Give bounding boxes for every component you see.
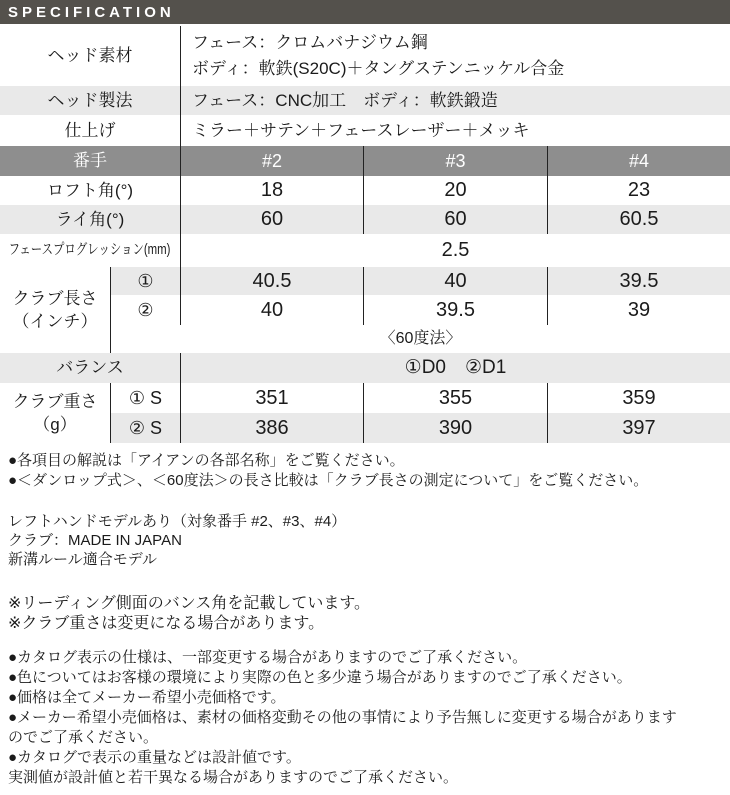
column-header-4: #4 <box>547 146 730 176</box>
info-line: クラブ：MADE IN JAPAN <box>8 532 182 549</box>
loft-value-4: 23 <box>547 176 730 205</box>
club-weight-row1-value-3: 355 <box>363 383 547 413</box>
finish-label: 仕上げ <box>64 120 116 140</box>
balance-value: ①D0 ②D1 <box>180 353 730 383</box>
column-header-3: #3 <box>363 146 547 176</box>
head-construction-value: フェース：CNC加工 ボディ：軟鉄鍛造 <box>180 86 730 115</box>
club-weight-label: クラブ重さ （g） <box>12 392 98 434</box>
disclaimer-line: のでご了承ください。 <box>8 729 159 746</box>
club-weight-row1-value-4: 359 <box>547 383 730 413</box>
club-length-method-note: 〈60度法〉 <box>110 325 730 353</box>
face-progression-value: 2.5 <box>180 234 730 267</box>
head-material-value <box>180 26 730 86</box>
club-length-row2-value-4: 39 <box>547 295 730 325</box>
spec-table <box>0 26 730 443</box>
club-length-row2-value-3: 39.5 <box>363 295 547 325</box>
club-length-row2-mark: ② <box>110 295 180 325</box>
head-construction-label: ヘッド製法 <box>0 86 180 115</box>
lie-value-3: 60 <box>363 205 547 234</box>
club-weight-row2-value-4: 397 <box>547 413 730 443</box>
disclaimer-line: ●カタログ表示の仕様は、一部変更する場合がありますのでご了承ください。 <box>8 649 528 666</box>
info-line: 新溝ルール適合モデル <box>8 551 157 568</box>
club-number-label: 番手 <box>0 146 180 176</box>
lie-value-4: 60.5 <box>547 205 730 234</box>
face-progression-label: フェースプログレッション(mm) <box>9 241 171 259</box>
specification-header-bar <box>0 0 730 24</box>
finish-value: ミラー＋サテン＋フェースレーザー＋メッキ <box>180 115 730 146</box>
club-length-row1-mark: ① <box>110 267 180 295</box>
note-line: ●＜ダンロップ式＞、＜60度法＞の長さ比較は「クラブ長さの測定について」をご覧ください。 <box>8 472 649 489</box>
caution-notes <box>0 594 730 634</box>
disclaimer-line: ●メーカー希望小売価格は、素材の価格変動その他の事情により予告無しに変更する場合があります <box>8 709 677 726</box>
note-line: ●各項目の解説は「アイアンの各部名称」をご覧ください。 <box>8 452 405 469</box>
club-weight-row1-value-2: 351 <box>180 383 363 413</box>
balance-label: バランス <box>0 353 180 383</box>
disclaimer-line: ●カタログで表示の重量などは設計値です。 <box>8 749 301 766</box>
club-weight-row1-mark: ① S <box>110 383 180 413</box>
disclaimer-line: ●価格は全てメーカー希望小売価格です。 <box>8 689 286 706</box>
club-length-label: クラブ長さ （インチ） <box>12 289 98 331</box>
loft-label: ロフト角(°) <box>46 180 134 200</box>
loft-value-3: 20 <box>363 176 547 205</box>
disclaimer-line: 実測値が設計値と若干異なる場合がありますのでご了承ください。 <box>8 769 459 786</box>
reference-notes <box>0 451 730 491</box>
loft-value-2: 18 <box>180 176 363 205</box>
caution-line: ※クラブ重さは変更になる場合があります。 <box>8 615 325 632</box>
club-length-row1-value-4: 39.5 <box>547 267 730 295</box>
disclaimer-line: ●色についてはお客様の環境により実際の色と多少違う場合がありますのでご了承ください。 <box>8 669 632 686</box>
disclaimer-notes <box>0 648 730 788</box>
head-material-label: ヘッド素材 <box>47 46 133 66</box>
club-length-row1-value-2: 40.5 <box>180 267 363 295</box>
info-line: レフトハンドモデルあり（対象番手 #2、#3、#4） <box>8 513 347 530</box>
product-info <box>0 512 730 569</box>
club-length-row2-value-2: 40 <box>180 295 363 325</box>
club-weight-row2-mark: ② S <box>110 413 180 443</box>
lie-label: ライ角(°) <box>0 205 180 234</box>
specification-title: SPECIFICATION <box>8 3 175 21</box>
caution-line: ※リーディング側面のバンス角を記載しています。 <box>8 595 371 612</box>
column-header-2: #2 <box>180 146 363 176</box>
head-material-body: ボディ：軟鉄(S20C)＋タングステンニッケル合金 <box>192 59 565 78</box>
club-weight-row2-value-2: 386 <box>180 413 363 443</box>
head-material-face: フェース：クロムバナジウム鋼 <box>192 33 428 52</box>
club-weight-row2-value-3: 390 <box>363 413 547 443</box>
lie-value-2: 60 <box>180 205 363 234</box>
club-length-row1-value-3: 40 <box>363 267 547 295</box>
